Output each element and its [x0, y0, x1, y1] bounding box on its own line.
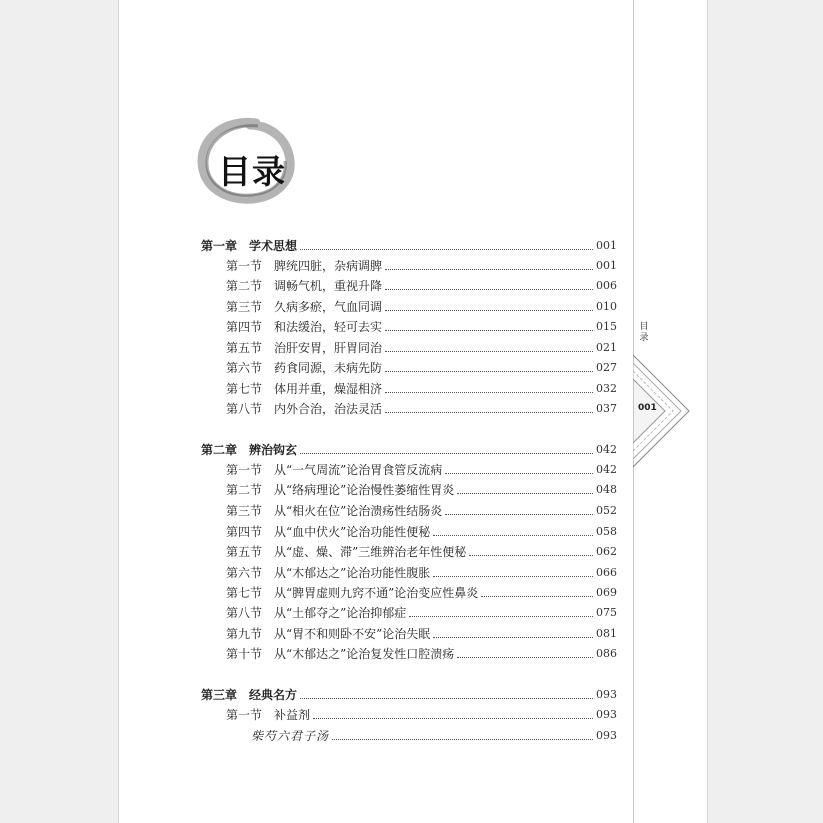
leader-dots — [457, 493, 593, 494]
toc-section[interactable] — [226, 339, 617, 357]
toc-section[interactable] — [226, 461, 617, 479]
leader-dots — [313, 718, 593, 719]
page-number: 069 — [596, 586, 617, 599]
leader-dots — [332, 739, 593, 740]
page-number: 066 — [596, 566, 617, 579]
chapter-title: 学术思想 — [249, 239, 298, 253]
page-number: 015 — [596, 320, 617, 333]
leader-dots — [433, 535, 593, 536]
toc-section[interactable] — [226, 543, 617, 561]
toc-section[interactable] — [226, 706, 617, 724]
section-title: 治肝安胃，肝胃同治 — [274, 341, 383, 355]
section-title: 从“一气周流”论治胃食管反流病 — [274, 463, 443, 477]
section-title: 调畅气机，重视升降 — [274, 279, 383, 293]
section-number: 第一节 — [226, 708, 263, 722]
page-number: 032 — [596, 382, 617, 395]
page-number: 010 — [596, 300, 617, 313]
toc-section[interactable] — [226, 523, 617, 541]
section-title: 久病多瘀，气血同调 — [274, 300, 383, 314]
section-title: 从“木郁达之”论治功能性腹胀 — [274, 566, 431, 580]
section-number: 第五节 — [226, 341, 263, 355]
toc-section[interactable] — [226, 584, 617, 602]
section-number: 第三节 — [226, 300, 263, 314]
section-number: 第六节 — [226, 566, 263, 580]
page-number: 021 — [596, 341, 617, 354]
page-number: 075 — [596, 606, 617, 619]
section-title: 和法缓治，轻可去实 — [274, 320, 383, 334]
leader-dots — [457, 657, 593, 658]
section-title: 脾统四脏，杂病调脾 — [274, 259, 383, 273]
page-number: 062 — [596, 545, 617, 558]
page-number: 081 — [596, 627, 617, 640]
section-title: 从“胃不和则卧不安”论治失眠 — [274, 627, 431, 641]
page-number: 052 — [596, 504, 617, 517]
page-number: 042 — [596, 463, 617, 476]
section-title: 从“虚、燥、滞”三维辨治老年性便秘 — [274, 545, 467, 559]
toc-section[interactable] — [226, 502, 617, 520]
section-number: 第一节 — [226, 259, 263, 273]
chapter-number: 第三章 — [201, 688, 238, 702]
page-number: 093 — [596, 729, 617, 742]
page-number: 006 — [596, 279, 617, 292]
section-number: 第四节 — [226, 525, 263, 539]
leader-dots — [409, 616, 593, 617]
page-number: 001 — [596, 239, 617, 252]
section-title: 从“土郁夺之”论治抑郁症 — [274, 606, 407, 620]
section-title: 体用并重，燥湿相济 — [274, 382, 383, 396]
leader-dots — [469, 555, 593, 556]
section-title: 内外合治，治法灵活 — [274, 402, 383, 416]
page-number: 093 — [596, 688, 617, 701]
section-title: 从“脾胃虚则九窍不通”论治变应性鼻炎 — [274, 586, 479, 600]
page-number: 037 — [596, 402, 617, 415]
leader-dots — [385, 289, 593, 290]
section-title: 从“木郁达之”论治复发性口腔溃疡 — [274, 647, 455, 661]
toc-section[interactable] — [226, 625, 617, 643]
toc-subitem[interactable] — [251, 727, 617, 745]
page-number: 042 — [596, 443, 617, 456]
section-number: 第四节 — [226, 320, 263, 334]
side-page-number: 001 — [638, 403, 657, 413]
section-number: 第八节 — [226, 402, 263, 416]
toc-section[interactable] — [226, 380, 617, 398]
toc-section[interactable] — [226, 645, 617, 663]
section-title: 从“络病理论”论治慢性萎缩性胃炎 — [274, 483, 455, 497]
section-number: 第三节 — [226, 504, 263, 518]
section-number: 第二节 — [226, 279, 263, 293]
section-title: 补益剂 — [274, 708, 311, 722]
chapter-number: 第一章 — [201, 239, 238, 253]
chapter-title: 经典名方 — [249, 688, 298, 702]
page-number: 086 — [596, 647, 617, 660]
leader-dots — [385, 310, 593, 311]
toc-chapter-3[interactable] — [201, 686, 617, 704]
section-title: 从“血中伏火”论治功能性便秘 — [274, 525, 431, 539]
page-number: 093 — [596, 708, 617, 721]
section-title: 药食同源，未病先防 — [274, 361, 383, 375]
toc-section[interactable] — [226, 564, 617, 582]
toc-section[interactable] — [226, 400, 617, 418]
section-number: 第一节 — [226, 463, 263, 477]
page-number: 027 — [596, 361, 617, 374]
toc-chapter-2[interactable] — [201, 441, 617, 459]
toc-section[interactable] — [226, 481, 617, 499]
section-number: 第十节 — [226, 647, 263, 661]
section-number: 第五节 — [226, 545, 263, 559]
toc-section[interactable] — [226, 359, 617, 377]
section-number: 第八节 — [226, 606, 263, 620]
subitem-title: 柴芍六君子汤 — [251, 729, 330, 743]
section-number: 第九节 — [226, 627, 263, 641]
leader-dots — [433, 576, 593, 577]
page-number: 001 — [596, 259, 617, 272]
leader-dots — [385, 330, 593, 331]
leader-dots — [300, 249, 593, 250]
section-number: 第七节 — [226, 382, 263, 396]
page-number: 058 — [596, 525, 617, 538]
leader-dots — [385, 269, 593, 270]
toc-section[interactable] — [226, 298, 617, 316]
leader-dots — [445, 473, 593, 474]
toc-section[interactable] — [226, 277, 617, 295]
section-number: 第二节 — [226, 483, 263, 497]
leader-dots — [385, 392, 593, 393]
page-number: 048 — [596, 483, 617, 496]
toc-section[interactable] — [226, 318, 617, 336]
toc-section[interactable] — [226, 257, 617, 275]
section-title: 从“相火在位”论治溃疡性结肠炎 — [274, 504, 443, 518]
toc-chapter-1[interactable] — [201, 237, 617, 255]
toc-section[interactable] — [226, 604, 617, 622]
chapter-title: 辨治钩玄 — [249, 443, 298, 457]
leader-dots — [300, 453, 593, 454]
leader-dots — [300, 698, 593, 699]
leader-dots — [385, 351, 593, 352]
section-number: 第六节 — [226, 361, 263, 375]
chapter-number: 第二章 — [201, 443, 238, 457]
leader-dots — [445, 514, 593, 515]
leader-dots — [385, 412, 593, 413]
section-number: 第七节 — [226, 586, 263, 600]
side-running-title: 目录 — [639, 322, 649, 343]
leader-dots — [385, 371, 593, 372]
leader-dots — [433, 637, 593, 638]
leader-dots — [481, 596, 593, 597]
page-title: 目录 — [218, 152, 286, 191]
